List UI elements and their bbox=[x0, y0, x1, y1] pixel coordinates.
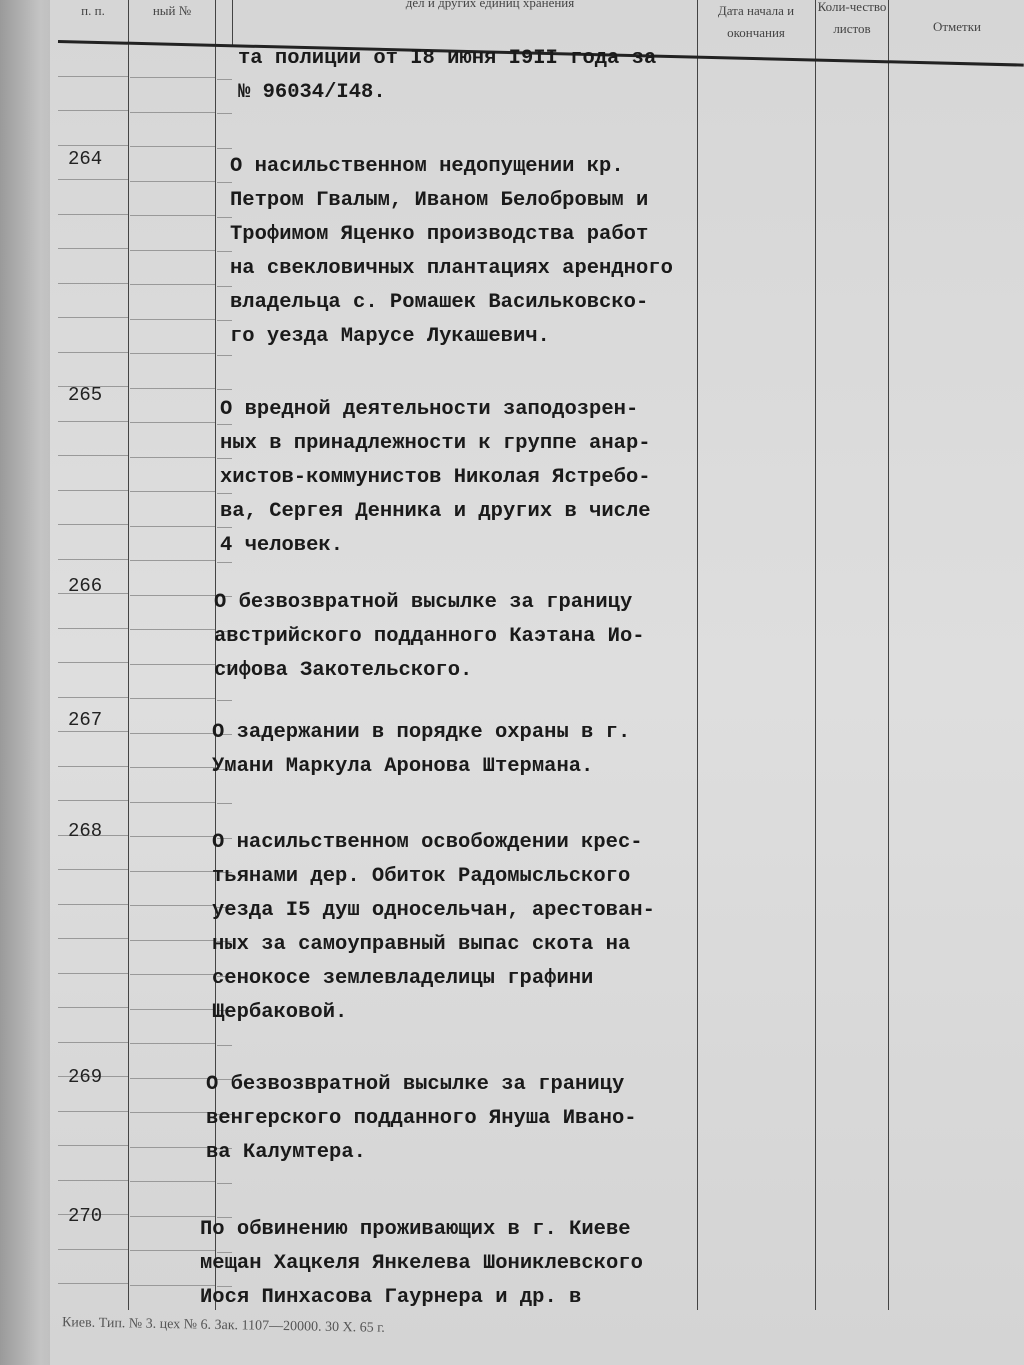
ruled-line bbox=[58, 110, 128, 111]
ruled-line bbox=[130, 1181, 215, 1182]
entry-line: О насильственном освобождении крес- bbox=[212, 831, 643, 854]
entry-line: О безвозвратной высылке за границу bbox=[206, 1073, 625, 1096]
ruled-line bbox=[58, 248, 128, 249]
ruled-line bbox=[58, 1042, 128, 1043]
ruled-line bbox=[130, 284, 215, 285]
ruled-line bbox=[130, 871, 215, 872]
header-inventory: ный № bbox=[152, 3, 192, 18]
entry-line: ва Калумтера. bbox=[206, 1141, 366, 1164]
ruled-line bbox=[130, 112, 215, 113]
entry-line: О вредной деятельности заподозрен- bbox=[220, 398, 639, 421]
entry-number: 267 bbox=[68, 709, 103, 731]
ruled-line bbox=[130, 836, 215, 837]
ruled-line bbox=[58, 766, 128, 767]
entry-line: тьянами дер. Обиток Радомысльского bbox=[212, 865, 631, 888]
ruled-line bbox=[58, 559, 128, 560]
ruled-line bbox=[130, 215, 215, 216]
ruled-line bbox=[130, 250, 215, 251]
entry-line: уезда I5 душ односельчан, арестован- bbox=[212, 899, 655, 922]
entry-line: О насильственном недопущении кр. bbox=[230, 155, 624, 178]
header-notes: Отметки bbox=[932, 19, 982, 34]
ruled-line bbox=[58, 490, 128, 491]
ruled-line bbox=[130, 77, 215, 78]
ruled-line bbox=[217, 113, 232, 114]
entry-text bbox=[230, 150, 673, 354]
ruled-line bbox=[58, 938, 128, 939]
entry-line: мещан Хацкеля Янкелева Шониклевского bbox=[200, 1252, 643, 1275]
entry-line: Умани Маркула Аронова Штермана. bbox=[212, 755, 594, 778]
ruled-line bbox=[130, 526, 215, 527]
ruled-line bbox=[58, 524, 128, 525]
entry-number: 270 bbox=[68, 1205, 103, 1227]
ruled-line bbox=[130, 595, 215, 596]
ruled-line bbox=[58, 800, 128, 801]
ruled-line bbox=[58, 973, 128, 974]
ruled-line bbox=[217, 700, 232, 701]
header-num: п. п. bbox=[81, 3, 105, 18]
ruled-line bbox=[130, 1112, 215, 1113]
entry-line: австрийского подданного Каэтана Ио- bbox=[214, 625, 645, 648]
entry-line: 4 человек. bbox=[220, 534, 344, 557]
entry-line: сифова Закотельского. bbox=[214, 659, 473, 682]
ruled-line bbox=[58, 145, 128, 146]
ruled-line bbox=[58, 352, 128, 353]
ruled-line bbox=[130, 698, 215, 699]
entry-line: та полиции от I8 июня I9II года за bbox=[238, 47, 657, 70]
ruled-line bbox=[58, 869, 128, 870]
entry-text bbox=[206, 1068, 637, 1170]
entry-number: 264 bbox=[68, 148, 103, 170]
ruled-line bbox=[130, 802, 215, 803]
entry-line: Петром Гвалым, Иваном Белобровым и bbox=[230, 189, 649, 212]
entry-line: хистов-коммунистов Николая Ястребо- bbox=[220, 466, 651, 489]
ruled-line bbox=[130, 146, 215, 147]
ruled-line bbox=[58, 1180, 128, 1181]
entry-text bbox=[220, 393, 651, 563]
entry-text bbox=[212, 826, 655, 1030]
ruled-line bbox=[130, 767, 215, 768]
ruled-line bbox=[58, 904, 128, 905]
entry-line: венгерского подданного Януша Ивано- bbox=[206, 1107, 637, 1130]
ruled-line bbox=[58, 317, 128, 318]
column-divider bbox=[232, 0, 233, 45]
entry-line: го уезда Марусе Лукашевич. bbox=[230, 325, 550, 348]
ruled-line bbox=[58, 1283, 128, 1284]
ruled-line bbox=[217, 355, 232, 356]
ruled-line bbox=[217, 148, 232, 149]
ruled-line bbox=[58, 421, 128, 422]
ruled-line bbox=[58, 214, 128, 215]
ruled-line bbox=[217, 1183, 232, 1184]
column-divider bbox=[697, 0, 698, 1310]
ruled-line bbox=[58, 662, 128, 663]
entry-line: ных в принадлежности к группе анар- bbox=[220, 432, 651, 455]
header-title: дел и других единиц хранения bbox=[405, 0, 575, 10]
ruled-line bbox=[130, 940, 215, 941]
entry-line: По обвинению проживающих в г. Киеве bbox=[200, 1218, 631, 1241]
ruled-line bbox=[217, 803, 232, 804]
ruled-line bbox=[58, 1249, 128, 1250]
ruled-line bbox=[217, 79, 232, 80]
entry-line: сенокосе землевладелицы графини bbox=[212, 967, 594, 990]
entry-text bbox=[200, 1213, 643, 1315]
entry-number: 268 bbox=[68, 820, 103, 842]
entry-line: владельца с. Ромашек Васильковско- bbox=[230, 291, 649, 314]
entry-line: Щербаковой. bbox=[212, 1001, 348, 1024]
ruled-line bbox=[130, 1147, 215, 1148]
ruled-line bbox=[58, 697, 128, 698]
ruled-line bbox=[217, 389, 232, 390]
ruled-line bbox=[130, 664, 215, 665]
ruled-line bbox=[130, 491, 215, 492]
entry-text bbox=[238, 42, 656, 110]
header-dates: Дата начала и окончания bbox=[717, 3, 795, 40]
ruled-line bbox=[130, 1078, 215, 1079]
ruled-line bbox=[130, 733, 215, 734]
entry-line: О безвозвратной высылке за границу bbox=[214, 591, 633, 614]
entry-number: 269 bbox=[68, 1066, 103, 1088]
ruled-line bbox=[130, 560, 215, 561]
column-divider bbox=[888, 0, 889, 1310]
entry-number: 265 bbox=[68, 384, 103, 406]
ruled-line bbox=[58, 1007, 128, 1008]
ruled-line bbox=[130, 181, 215, 182]
ruled-line bbox=[58, 283, 128, 284]
entry-line: Трофимом Яценко производства работ bbox=[230, 223, 649, 246]
entry-line: Иося Пинхасова Гаурнера и др. в bbox=[200, 1286, 582, 1309]
ruled-line bbox=[58, 76, 128, 77]
printer-imprint: Киев. Тип. № 3. цех № 6. Зак. 1107—20000. 30 X. 65 г. bbox=[61, 1315, 385, 1336]
entry-line: ва, Сергея Денника и других в числе bbox=[220, 500, 651, 523]
ruled-line bbox=[58, 731, 128, 732]
ruled-line bbox=[130, 1043, 215, 1044]
ruled-line bbox=[130, 1009, 215, 1010]
ruled-line bbox=[58, 628, 128, 629]
ruled-line bbox=[58, 1145, 128, 1146]
ruled-line bbox=[130, 905, 215, 906]
column-divider bbox=[128, 0, 129, 1310]
ruled-line bbox=[130, 388, 215, 389]
ruled-line bbox=[217, 1045, 232, 1046]
ruled-line bbox=[130, 353, 215, 354]
entry-number: 266 bbox=[68, 575, 103, 597]
entry-text bbox=[212, 716, 630, 784]
entry-line: О задержании в порядке охраны в г. bbox=[212, 721, 631, 744]
ruled-line bbox=[130, 974, 215, 975]
entry-line: ных за самоуправный выпас скота на bbox=[212, 933, 631, 956]
entry-line: на свекловичных плантациях арендного bbox=[230, 257, 673, 280]
ruled-line bbox=[130, 457, 215, 458]
entry-text bbox=[214, 586, 645, 688]
ruled-line bbox=[58, 1111, 128, 1112]
ruled-line bbox=[130, 629, 215, 630]
header-sheets: Коли-чество листов bbox=[817, 0, 887, 36]
entry-line: № 96034/I48. bbox=[238, 81, 386, 104]
ruled-line bbox=[58, 179, 128, 180]
column-divider bbox=[815, 0, 816, 1310]
ruled-line bbox=[58, 455, 128, 456]
ruled-line bbox=[130, 422, 215, 423]
ruled-line bbox=[130, 319, 215, 320]
